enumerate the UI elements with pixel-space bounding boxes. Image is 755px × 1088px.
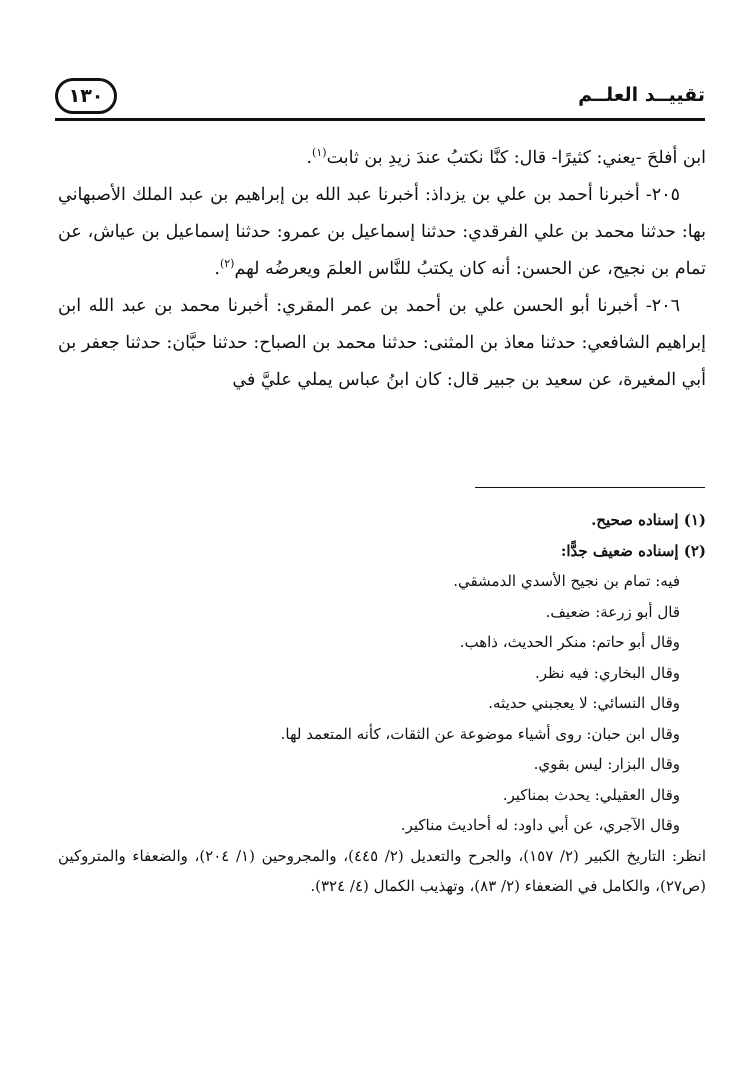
paragraph-1-text: ابن أفلحَ -يعني: كثيرًا- قال: كنَّا نكتبُ عندَ زيدِ بن ثابت: [326, 148, 706, 168]
paragraph-2-end: .: [214, 259, 220, 279]
paragraph-1: [58, 140, 706, 177]
footnote-2-line: وقال أبو حاتم: منكر الحديث، ذاهب.: [459, 633, 680, 651]
page-header: [55, 72, 705, 122]
footnote-2-line: وقال ابن حبان: روى أشياء موضوعة عن الثقات، كأنه المتعمد لها.: [280, 724, 680, 743]
footnote-2: (٢) إسناده ضعيف جدًّا:: [560, 541, 706, 560]
footnote-ref-1: (١): [312, 146, 327, 160]
paragraph-2: [58, 177, 706, 288]
footnote-2-references: انظر: التاريخ الكبير (٢/ ١٥٧)، والجرح والتعديل (٢/ ٤٤٥)، والمجروحين (١/ ٢٠٤)، والضعفاء والمتروكين (ص٢٧)، والكامل في الضعفاء (٢/ ٨٣)، وتهذيب الكمال (٤/ ٣٢٤).: [58, 846, 707, 895]
footnote-2-line: وقال العقيلي: يحدث بمناكير.: [502, 785, 680, 804]
page-number: ١٣٠: [55, 78, 117, 114]
footnote-1: (١) إسناده صحيح.: [591, 511, 706, 529]
paragraph-2-text: ٢٠٥- أخبرنا أحمد بن علي بن يزداذ: أخبرنا عبد الله بن إبراهيم بن عبد الملك الأصبهاني بها: حدثنا محمد بن علي الفرقدي: حدثنا إسماعيل بن عمرو: حدثنا إسماعيل بن عياش، عن تمام بن نجيح، عن الحسن: أنه كان يكتبُ للنَّاس العلمَ ويعرضُه لهم: [58, 185, 706, 279]
footnote-separator: [475, 487, 705, 488]
footnote-2-line: وقال النسائي: لا يعجبني حديثه.: [488, 694, 680, 712]
footnote-ref-2: (٢): [219, 257, 235, 271]
footnote-2-line: قال أبو زرعة: ضعيف.: [545, 602, 680, 621]
paragraph-3: ٢٠٦- أخبرنا أبو الحسن علي بن أحمد بن عمر المقري: أخبرنا محمد بن عبد الله ابن إبراهيم الشافعي: حدثنا معاذ بن المثنى: حدثنا محمد بن الصباح: حدثنا حبَّان: حدثنا جعفر بن أبي المغيرة، عن سعيد بن جبير قال: كان ابنُ عباس يملي عليَّ في: [58, 296, 706, 390]
footnote-2-line: فيه: تمام بن نجيح الأسدي الدمشقي.: [453, 572, 680, 590]
paragraph-1-end: .: [306, 148, 313, 168]
footnote-2-line: وقال البزار: ليس بقوي.: [533, 755, 680, 773]
footnote-2-line: وقال البخاري: فيه نظر.: [534, 663, 680, 682]
header-rule: [55, 118, 705, 121]
footnote-2-line: وقال الآجري، عن أبي داود: له أحاديث مناكير.: [400, 816, 680, 834]
running-title: تقييــد العلــم: [578, 84, 705, 106]
main-text: [58, 140, 706, 399]
footnotes: [58, 505, 706, 902]
